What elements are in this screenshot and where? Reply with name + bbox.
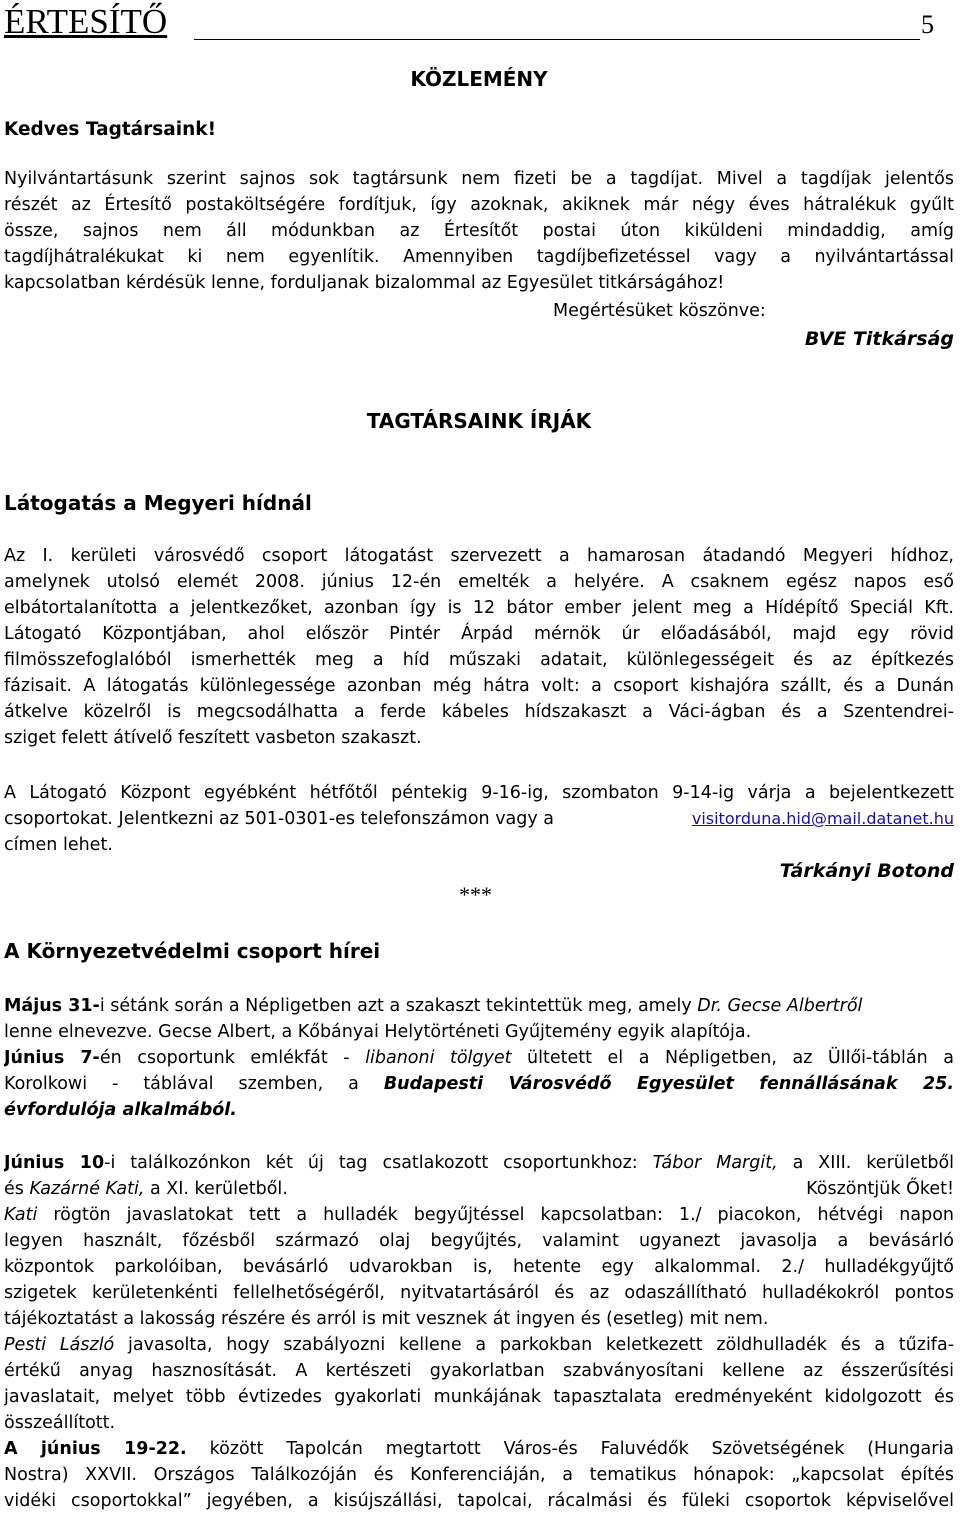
text-segment	[4, 1176, 288, 1202]
text-line: szigetek kerületenkénti fellelhetőségéről, nyitvatartásáról és az odaszállítható hulladékokról pontos	[4, 1283, 954, 1303]
article-paragraph-2	[4, 780, 954, 858]
header-rule	[194, 39, 920, 40]
text-line: fázisait. A látogatás különlegessége azonban még hátra volt: a csoport kishajóra szállt, és a Dunán	[4, 676, 954, 696]
text-line	[4, 1176, 954, 1202]
text-line: kapcsolatban kérdésük lenne, forduljanak bizalommal az Egyesület titkárságához!	[4, 273, 725, 293]
text-segment: Korolkowi - táblával szemben, a	[4, 1074, 384, 1094]
text-segment: -i találkozónkon két új tag csatlakozott csoportunkhoz:	[104, 1153, 653, 1173]
text-line	[4, 993, 954, 1019]
text-line: elbátortalanította a jelentkezőket, azonban így is 12 bátor ember jelent meg a Hídépítő Speciál Kft.	[4, 598, 954, 618]
text-line: javaslatait, melyet több évtizedes gyakorlati munkájának tapasztalata eredményeként kidolgozott és	[4, 1387, 954, 1407]
text-line: tagdíjhátralékukat ki nem egyenlítik. Amennyiben tagdíjbefizetéssel vagy a nyilvántartással	[4, 247, 954, 267]
text-line	[4, 1436, 954, 1462]
article-author: Tárkányi Botond	[779, 860, 954, 882]
text-line: amelynek utolsó elemét 2008. június 12-én emelték a helyére. A csaknem egész napos eső	[4, 572, 954, 592]
text-line: tájékoztatást a lakosság részére és arról is mit vesznek át ingyen és (esetleg) mit nem.	[4, 1309, 769, 1329]
person-name: Kazárné Kati,	[29, 1179, 145, 1199]
date-label: A június 19-22.	[4, 1439, 187, 1459]
text-line: filmösszefoglalóból ismerhették meg a híd műszaki adatait, különlegességeit és az építkezés	[4, 650, 954, 670]
text-line: központok parkolóiban, bevásárló udvarokban is, hetente egy alkalommal. 2./ hulladékgyűjtő	[4, 1257, 954, 1277]
article-title: Látogatás a Megyeri hídnál	[4, 491, 312, 515]
text-line: lenne elnevezve. Gecse Albert, a Kőbányai Helytörténeti Gyűjtemény egyik alapítója.	[4, 1022, 752, 1042]
date-label: Május 31-	[4, 996, 100, 1016]
text-segment: javasolta, hogy szabályozni kellene a parkokban keletkezett zöldhulladék és a tűzifa-	[114, 1335, 954, 1355]
text-line	[4, 1045, 954, 1071]
kornyezet-body-1	[4, 993, 954, 1123]
text-line: Látogató Központjában, ahol először Pintér Árpád mérnök úr előadásából, majd egy rövid	[4, 624, 954, 644]
text-line: Az I. kerületi városvédő csoport látogatást szervezett a hamarosan átadandó Megyeri hídhoz,	[4, 546, 954, 566]
person-name: Kati	[4, 1205, 38, 1225]
text-segment: ültetett el a Népligetben, az Üllői-táblán a	[511, 1048, 954, 1068]
kornyezet-body-2	[4, 1150, 954, 1514]
salutation: Kedves Tagtársaink!	[4, 119, 217, 140]
person-name: Pesti László	[4, 1335, 115, 1355]
text-line	[4, 1202, 954, 1228]
anniversary-text: Budapesti Városvédő Egyesület fennállásának 25.	[383, 1074, 954, 1094]
text-line: Nostra) XXVII. Országos Találkozóján és Konferenciáján, a tematikus hónapok: „kapcsolat építés	[4, 1465, 954, 1485]
text-line: átkelve közelről is megcsodálhatta a ferde kábeles hídszakaszt a Váci-ágban és a Szentendrei-	[4, 702, 954, 722]
tree-name: libanoni tölgyet	[365, 1048, 512, 1068]
text-segment: között Tapolcán megtartott Város-és Faluvédők Szövetségének (Hungaria	[186, 1439, 954, 1459]
kozlemeny-body	[4, 166, 954, 296]
kozlemeny-signature: BVE Titkárság	[804, 328, 954, 350]
text-line: A Látogató Központ egyébként hétfőtől péntekig 9-16-ig, szombaton 9-14-ig várja a bejelentkezett	[4, 783, 954, 803]
section-separator: ***	[459, 882, 492, 907]
text-line: legyen használt, főzésből származó olaj begyűjtés, valamint ugyanezt javasolja a bevásárló	[4, 1231, 954, 1251]
newsletter-title: ÉRTESÍTŐ	[4, 2, 168, 41]
page-number: 5	[921, 10, 934, 39]
person-name: Tábor Margit,	[652, 1153, 778, 1173]
text-line	[4, 1332, 954, 1358]
text-segment: rögtön javaslatokat tett a hulladék begyűjtéssel kapcsolatban: 1./ piacokon, hétvégi napon	[37, 1205, 954, 1225]
text-line: Nyilvántartásunk szerint sajnos sok tagtársunk nem fizeti be a tagdíjat. Mivel a tagdíjak jelentős	[4, 169, 954, 189]
text-line: címen lehet.	[4, 835, 113, 855]
person-name: Dr. Gecse Albertről	[697, 996, 863, 1016]
text-segment: csoportokat. Jelentkezni az 501-0301-es telefonszámon vagy a	[4, 809, 555, 829]
text-line: értékű anyag hasznosítását. A kertészeti gyakorlatban szabványosítani kellene az ésszerűsítési	[4, 1361, 954, 1381]
text-line	[4, 1150, 954, 1176]
text-line	[4, 806, 954, 832]
kozlemeny-heading: KÖZLEMÉNY	[410, 67, 548, 91]
text-segment: én csoportunk emlékfát -	[99, 1048, 366, 1068]
text-segment: i sétánk során a Népligetben azt a szakaszt tekintettük meg, amely	[99, 996, 698, 1016]
text-line	[4, 1071, 954, 1097]
date-label: Június 10	[4, 1153, 105, 1173]
page-header	[4, 0, 956, 44]
text-line: sziget felett átívelő feszített vasbeton szakaszt.	[4, 728, 422, 748]
text-segment: és	[4, 1179, 30, 1199]
thanks-line: Megértésüket köszönve:	[553, 301, 766, 321]
text-segment: a XI. kerületből.	[144, 1179, 288, 1199]
article-paragraph-1	[4, 543, 954, 751]
text-line: össze, sajnos nem áll módunkban az Értesítőt postai úton kiküldeni mindaddig, amíg	[4, 221, 954, 241]
text-segment: a XIII. kerületből	[777, 1153, 954, 1173]
text-line: részét az Értesítő postaköltségére fordítjuk, így azoknak, akiknek már négy éves hátralékuk gyűlt	[4, 195, 954, 215]
text-line: évfordulója alkalmából.	[4, 1100, 237, 1120]
date-label: Június 7-	[4, 1048, 100, 1068]
kornyezet-heading: A Környezetvédelmi csoport hírei	[4, 939, 381, 963]
email-link[interactable]: visitorduna.hid@mail.datanet.hu	[691, 809, 954, 828]
tagtarsaink-heading: TAGTÁRSAINK ÍRJÁK	[366, 409, 592, 433]
text-line: összeállított.	[4, 1413, 116, 1433]
welcome-text: Köszöntjük Őket!	[806, 1179, 954, 1199]
text-line: vidéki csoportokkal” jegyében, a kisújszállási, tapolcai, rácalmási és füleki csoportok képviselővel	[4, 1491, 954, 1511]
